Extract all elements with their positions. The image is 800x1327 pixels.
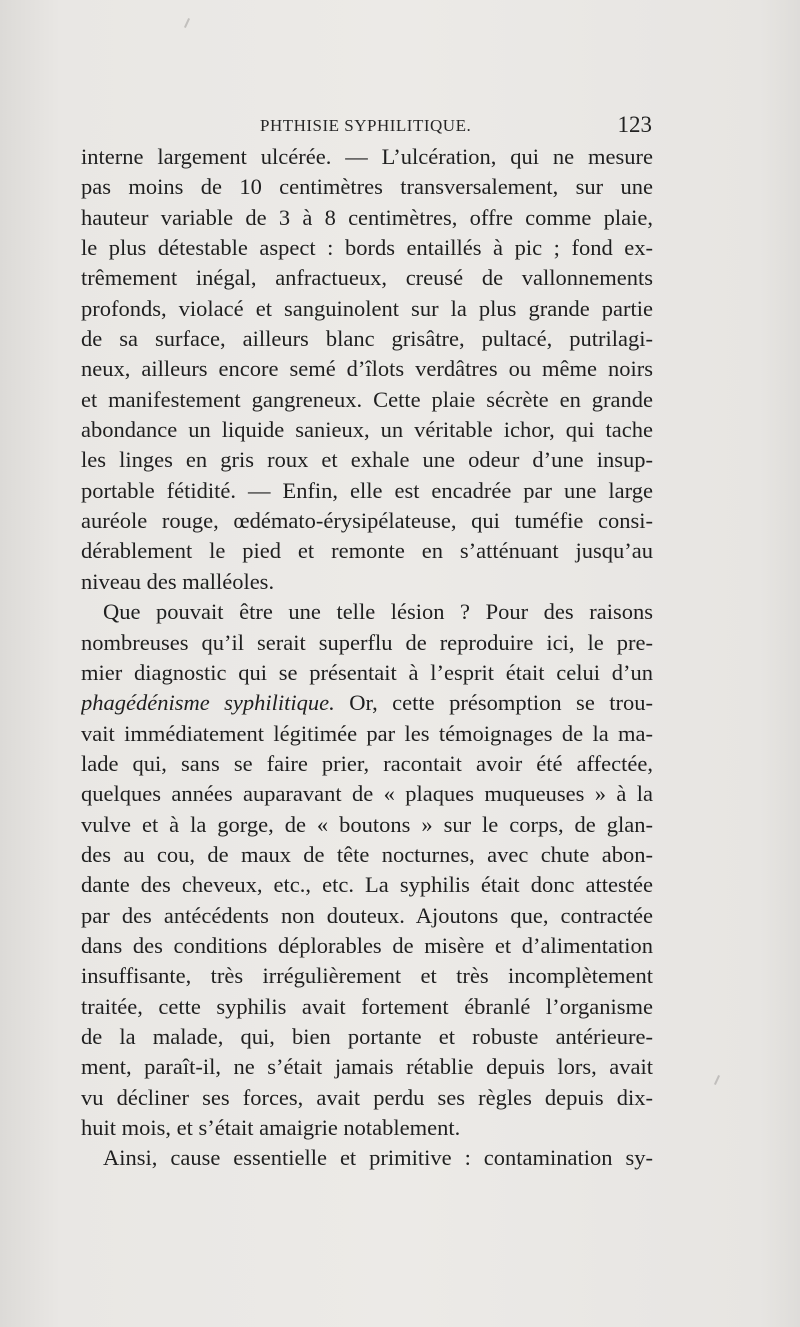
text-line: Ainsi, cause essentielle et primitive : contamination sy- <box>103 1145 653 1171</box>
text-line: traitée, cette syphilis avait fortement ébranlé l’organisme <box>81 993 653 1019</box>
text-line: dans des conditions déplorables de misère et d’alimentation <box>81 932 653 958</box>
paper-speck <box>184 18 190 28</box>
text-line: ment, paraît-il, ne s’était jamais rétablie depuis lors, avait <box>81 1054 653 1080</box>
text-line: des au cou, de maux de tête nocturnes, avec chute abon- <box>81 841 653 867</box>
text-line: interne largement ulcérée. — L’ulcération, qui ne mesure <box>81 144 653 169</box>
text-fragment: Or, cette présomption se trou- <box>334 690 653 716</box>
text-line: insuffisante, très irrégulièrement et très incomplètement <box>81 963 653 989</box>
body-text <box>81 142 653 1174</box>
text-line: portable fétidité. — Enfin, elle est encadrée par une large <box>81 477 653 503</box>
text-line: vu décliner ses forces, avait perdu ses règles depuis dix- <box>81 1084 653 1110</box>
text-line: profonds, violacé et sanguinolent sur la plus grande partie <box>81 295 653 321</box>
text-line: trêmement inégal, anfractueux, creusé de vallonnements <box>81 265 653 291</box>
text-line: hauteur variable de 3 à 8 centimètres, offre comme plaie, <box>81 204 653 230</box>
text-line: dérablement le pied et remonte en s’atténuant jusqu’au <box>81 538 653 564</box>
text-line: huit mois, et s’était amaigrie notablement. <box>81 1115 461 1140</box>
text-line: abondance un liquide sanieux, un véritable ichor, qui tache <box>81 417 653 443</box>
italic-phrase: phagédénisme syphilitique. <box>81 690 335 716</box>
text-line: de sa surface, ailleurs blanc grisâtre, pultacé, putrilagi- <box>81 326 653 352</box>
text-line: vulve et à la gorge, de « boutons » sur le corps, de glan- <box>81 811 653 837</box>
text-line: de la malade, qui, bien portante et robuste antérieure- <box>81 1023 653 1049</box>
text-line: les linges en gris roux et exhale une odeur d’une insup- <box>81 447 653 473</box>
text-line: niveau des malléoles. <box>81 568 275 594</box>
text-line: lade qui, sans se faire prier, racontait avoir été affectée, <box>81 750 653 776</box>
text-line: neux, ailleurs encore semé d’îlots verdâtres ou même noirs <box>81 356 653 382</box>
page-number: 123 <box>617 112 652 137</box>
text-line: le plus détestable aspect : bords entaillés à pic ; fond ex- <box>81 235 653 261</box>
text-line: quelques années auparavant de « plaques muqueuses » à la <box>81 781 653 807</box>
text-line: et manifestement gangreneux. Cette plaie sécrète en grande <box>81 386 653 412</box>
text-line: Que pouvait être une telle lésion ? Pour des raisons <box>103 599 653 625</box>
paper-speck <box>714 1075 720 1085</box>
text-line: dante des cheveux, etc., etc. La syphilis était donc attestée <box>81 872 653 898</box>
page-header <box>80 112 652 140</box>
text-line: mier diagnostic qui se présentait à l’esprit était celui d’un <box>81 659 653 685</box>
text-line: vait immédiatement légitimée par les témoignages de la ma- <box>81 720 653 746</box>
running-title: PHTHISIE SYPHILITIQUE. <box>260 116 472 135</box>
text-line: pas moins de 10 centimètres transversalement, sur une <box>81 174 653 200</box>
text-line: nombreuses qu’il serait superflu de reproduire ici, le pre- <box>81 629 653 655</box>
text-line-mixed <box>81 688 653 718</box>
text-line: par des antécédents non douteux. Ajoutons que, contractée <box>81 902 653 928</box>
text-line: auréole rouge, œdémato-érysipélateuse, qui tuméfie consi- <box>81 508 653 534</box>
